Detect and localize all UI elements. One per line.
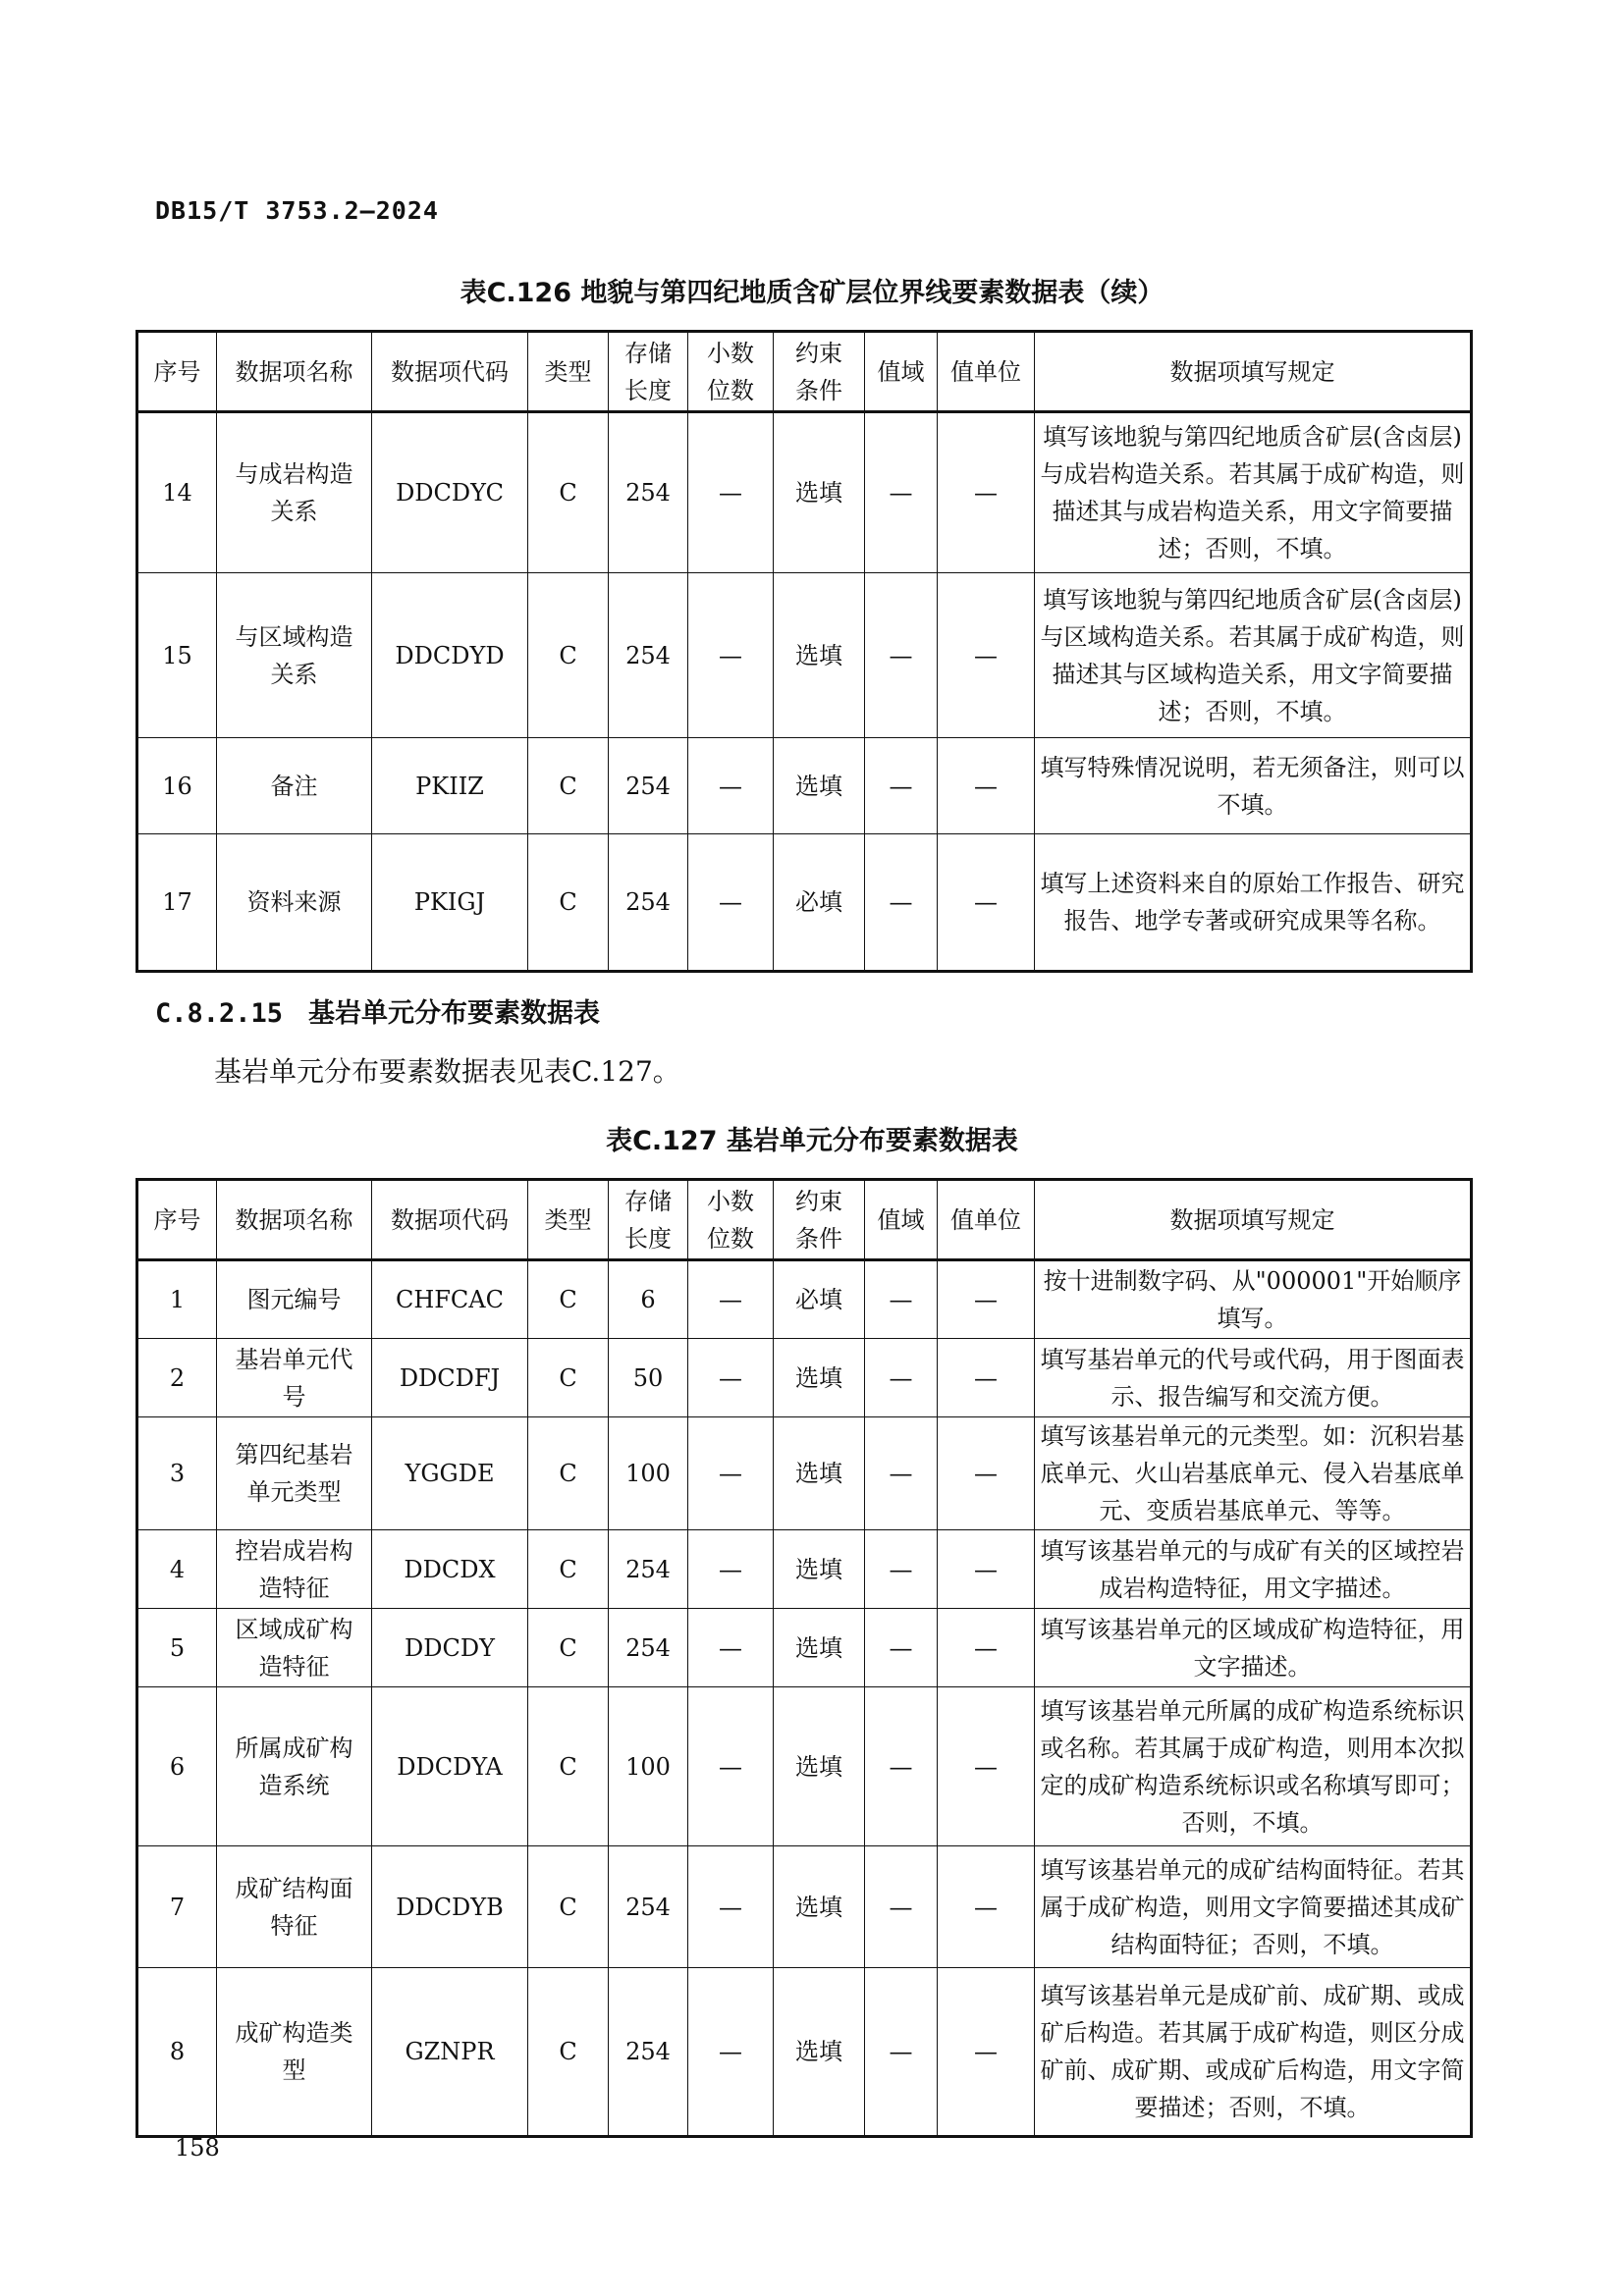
cell-item-name: 控岩成岩构 造特征 bbox=[217, 1530, 372, 1609]
column-header: 存储 长度 bbox=[609, 332, 688, 412]
cell-unit: — bbox=[938, 1530, 1035, 1609]
column-header: 数据项名称 bbox=[217, 332, 372, 412]
cell-rule: 按十进制数字码、从"000001"开始顺序填写。 bbox=[1035, 1260, 1472, 1339]
cell-decimals: — bbox=[688, 1339, 774, 1417]
cell-range: — bbox=[865, 1530, 938, 1609]
cell-decimals: — bbox=[688, 573, 774, 738]
cell-range: — bbox=[865, 1609, 938, 1687]
column-header: 类型 bbox=[528, 1180, 609, 1260]
cell-item-name: 成矿结构面 特征 bbox=[217, 1846, 372, 1968]
cell-item-name: 与成岩构造 关系 bbox=[217, 412, 372, 573]
cell-type: C bbox=[528, 1339, 609, 1417]
cell-item-code: PKIIZ bbox=[372, 738, 528, 834]
cell-length: 254 bbox=[609, 1846, 688, 1968]
cell-constraint: 选填 bbox=[774, 738, 865, 834]
column-header: 序号 bbox=[137, 332, 217, 412]
cell-length: 254 bbox=[609, 738, 688, 834]
cell-rule: 填写该基岩单元的区域成矿构造特征，用文字描述。 bbox=[1035, 1609, 1472, 1687]
cell-rule: 填写基岩单元的代号或代码，用于图面表示、报告编写和交流方便。 bbox=[1035, 1339, 1472, 1417]
cell-range: — bbox=[865, 1968, 938, 2137]
cell-unit: — bbox=[938, 1687, 1035, 1846]
table-row bbox=[137, 1530, 1472, 1609]
cell-item-code: DDCDX bbox=[372, 1530, 528, 1609]
cell-decimals: — bbox=[688, 1260, 774, 1339]
column-header: 数据项代码 bbox=[372, 1180, 528, 1260]
table-row bbox=[137, 573, 1472, 738]
cell-length: 254 bbox=[609, 573, 688, 738]
cell-item-name: 备注 bbox=[217, 738, 372, 834]
cell-length: 254 bbox=[609, 412, 688, 573]
cell-item-name: 基岩单元代 号 bbox=[217, 1339, 372, 1417]
cell-item-name: 资料来源 bbox=[217, 834, 372, 972]
cell-range: — bbox=[865, 834, 938, 972]
cell-serial: 1 bbox=[137, 1260, 217, 1339]
cell-item-code: DDCDYC bbox=[372, 412, 528, 573]
cell-length: 6 bbox=[609, 1260, 688, 1339]
cell-constraint: 选填 bbox=[774, 1968, 865, 2137]
cell-rule: 填写该基岩单元所属的成矿构造系统标识或名称。若其属于成矿构造，则用本次拟定的成矿构造系统标识或名称填写即可；否则，不填。 bbox=[1035, 1687, 1472, 1846]
cell-range: — bbox=[865, 573, 938, 738]
column-header: 值域 bbox=[865, 332, 938, 412]
cell-item-code: GZNPR bbox=[372, 1968, 528, 2137]
cell-unit: — bbox=[938, 1417, 1035, 1530]
table-row bbox=[137, 1846, 1472, 1968]
cell-decimals: — bbox=[688, 738, 774, 834]
cell-length: 100 bbox=[609, 1417, 688, 1530]
section-title: 基岩单元分布要素数据表 bbox=[308, 998, 601, 1029]
table-126 bbox=[135, 330, 1473, 973]
cell-decimals: — bbox=[688, 1609, 774, 1687]
cell-item-code: DDCDYB bbox=[372, 1846, 528, 1968]
cell-type: C bbox=[528, 1687, 609, 1846]
column-header: 约束 条件 bbox=[774, 1180, 865, 1260]
cell-serial: 15 bbox=[137, 573, 217, 738]
cell-item-name: 图元编号 bbox=[217, 1260, 372, 1339]
section-heading bbox=[155, 991, 600, 1030]
cell-type: C bbox=[528, 738, 609, 834]
cell-item-code: DDCDYD bbox=[372, 573, 528, 738]
cell-rule: 填写该基岩单元的与成矿有关的区域控岩成岩构造特征，用文字描述。 bbox=[1035, 1530, 1472, 1609]
cell-rule: 填写该地貌与第四纪地质含矿层(含卤层)与区域构造关系。若其属于成矿构造，则描述其与区域构造关系，用文字简要描述；否则，不填。 bbox=[1035, 573, 1472, 738]
cell-serial: 16 bbox=[137, 738, 217, 834]
column-header: 小数 位数 bbox=[688, 1180, 774, 1260]
column-header: 小数 位数 bbox=[688, 332, 774, 412]
table-row bbox=[137, 1687, 1472, 1846]
cell-length: 254 bbox=[609, 834, 688, 972]
cell-rule: 填写特殊情况说明，若无须备注，则可以不填。 bbox=[1035, 738, 1472, 834]
cell-constraint: 选填 bbox=[774, 573, 865, 738]
cell-length: 254 bbox=[609, 1968, 688, 2137]
column-header: 数据项填写规定 bbox=[1035, 1180, 1472, 1260]
cell-type: C bbox=[528, 834, 609, 972]
cell-serial: 17 bbox=[137, 834, 217, 972]
cell-rule: 填写该地貌与第四纪地质含矿层(含卤层)与成岩构造关系。若其属于成矿构造，则描述其与成岩构造关系，用文字简要描述；否则，不填。 bbox=[1035, 412, 1472, 573]
table-row bbox=[137, 1417, 1472, 1530]
table-row bbox=[137, 1339, 1472, 1417]
cell-item-code: YGGDE bbox=[372, 1417, 528, 1530]
cell-serial: 5 bbox=[137, 1609, 217, 1687]
cell-type: C bbox=[528, 1846, 609, 1968]
cell-serial: 4 bbox=[137, 1530, 217, 1609]
cell-decimals: — bbox=[688, 1846, 774, 1968]
cell-unit: — bbox=[938, 1609, 1035, 1687]
column-header: 类型 bbox=[528, 332, 609, 412]
cell-item-name: 第四纪基岩 单元类型 bbox=[217, 1417, 372, 1530]
cell-range: — bbox=[865, 1260, 938, 1339]
cell-range: — bbox=[865, 1417, 938, 1530]
cell-serial: 6 bbox=[137, 1687, 217, 1846]
cell-unit: — bbox=[938, 738, 1035, 834]
cell-constraint: 选填 bbox=[774, 1609, 865, 1687]
cell-type: C bbox=[528, 1968, 609, 2137]
cell-rule: 填写上述资料来自的原始工作报告、研究报告、地学专著或研究成果等名称。 bbox=[1035, 834, 1472, 972]
cell-constraint: 选填 bbox=[774, 412, 865, 573]
cell-serial: 7 bbox=[137, 1846, 217, 1968]
cell-type: C bbox=[528, 1260, 609, 1339]
cell-decimals: — bbox=[688, 412, 774, 573]
cell-rule: 填写该基岩单元的元类型。如：沉积岩基底单元、火山岩基底单元、侵入岩基底单元、变质岩基底单元、等等。 bbox=[1035, 1417, 1472, 1530]
cell-item-name: 区域成矿构 造特征 bbox=[217, 1609, 372, 1687]
cell-item-code: PKIGJ bbox=[372, 834, 528, 972]
cell-unit: — bbox=[938, 1846, 1035, 1968]
column-header: 序号 bbox=[137, 1180, 217, 1260]
cell-range: — bbox=[865, 412, 938, 573]
cell-decimals: — bbox=[688, 1968, 774, 2137]
cell-serial: 2 bbox=[137, 1339, 217, 1417]
table-row bbox=[137, 738, 1472, 834]
cell-range: — bbox=[865, 1687, 938, 1846]
cell-constraint: 必填 bbox=[774, 834, 865, 972]
column-header: 数据项名称 bbox=[217, 1180, 372, 1260]
cell-unit: — bbox=[938, 412, 1035, 573]
table-row bbox=[137, 1968, 1472, 2137]
column-header: 存储 长度 bbox=[609, 1180, 688, 1260]
cell-constraint: 必填 bbox=[774, 1260, 865, 1339]
cell-length: 254 bbox=[609, 1530, 688, 1609]
document-code: DB15/T 3753.2—2024 bbox=[155, 196, 439, 225]
cell-length: 50 bbox=[609, 1339, 688, 1417]
column-header: 约束 条件 bbox=[774, 332, 865, 412]
cell-type: C bbox=[528, 1609, 609, 1687]
cell-serial: 3 bbox=[137, 1417, 217, 1530]
cell-unit: — bbox=[938, 573, 1035, 738]
cell-type: C bbox=[528, 573, 609, 738]
cell-item-name: 成矿构造类 型 bbox=[217, 1968, 372, 2137]
cell-serial: 14 bbox=[137, 412, 217, 573]
table-row bbox=[137, 1260, 1472, 1339]
section-body-text: 基岩单元分布要素数据表见表C.127。 bbox=[214, 1055, 680, 1088]
cell-range: — bbox=[865, 1339, 938, 1417]
cell-length: 254 bbox=[609, 1609, 688, 1687]
column-header: 值单位 bbox=[938, 332, 1035, 412]
cell-type: C bbox=[528, 412, 609, 573]
cell-range: — bbox=[865, 1846, 938, 1968]
cell-item-name: 与区域构造 关系 bbox=[217, 573, 372, 738]
cell-decimals: — bbox=[688, 1687, 774, 1846]
cell-type: C bbox=[528, 1417, 609, 1530]
column-header: 数据项代码 bbox=[372, 332, 528, 412]
cell-length: 100 bbox=[609, 1687, 688, 1846]
cell-decimals: — bbox=[688, 1417, 774, 1530]
table-row bbox=[137, 834, 1472, 972]
cell-item-code: DDCDFJ bbox=[372, 1339, 528, 1417]
column-header: 值单位 bbox=[938, 1180, 1035, 1260]
cell-rule: 填写该基岩单元的成矿结构面特征。若其属于成矿构造，则用文字简要描述其成矿结构面特征；否则，不填。 bbox=[1035, 1846, 1472, 1968]
table-126-title: 表C.126 地貌与第四纪地质含矿层位界线要素数据表（续） bbox=[460, 278, 1164, 308]
page-number: 158 bbox=[175, 2134, 220, 2162]
cell-constraint: 选填 bbox=[774, 1339, 865, 1417]
cell-constraint: 选填 bbox=[774, 1846, 865, 1968]
cell-item-code: DDCDY bbox=[372, 1609, 528, 1687]
column-header: 值域 bbox=[865, 1180, 938, 1260]
cell-range: — bbox=[865, 738, 938, 834]
cell-unit: — bbox=[938, 1339, 1035, 1417]
cell-type: C bbox=[528, 1530, 609, 1609]
cell-constraint: 选填 bbox=[774, 1417, 865, 1530]
cell-rule: 填写该基岩单元是成矿前、成矿期、或成矿后构造。若其属于成矿构造，则区分成矿前、成矿期、或成矿后构造，用文字简要描述；否则，不填。 bbox=[1035, 1968, 1472, 2137]
cell-constraint: 选填 bbox=[774, 1530, 865, 1609]
column-header: 数据项填写规定 bbox=[1035, 332, 1472, 412]
section-number: C.8.2.15 bbox=[155, 998, 284, 1029]
cell-serial: 8 bbox=[137, 1968, 217, 2137]
table-row bbox=[137, 412, 1472, 573]
cell-unit: — bbox=[938, 1260, 1035, 1339]
cell-decimals: — bbox=[688, 1530, 774, 1609]
table-127 bbox=[135, 1178, 1473, 2138]
table-127-title: 表C.127 基岩单元分布要素数据表 bbox=[606, 1126, 1018, 1156]
cell-decimals: — bbox=[688, 834, 774, 972]
cell-constraint: 选填 bbox=[774, 1687, 865, 1846]
cell-unit: — bbox=[938, 834, 1035, 972]
table-row bbox=[137, 1609, 1472, 1687]
cell-unit: — bbox=[938, 1968, 1035, 2137]
cell-item-code: CHFCAC bbox=[372, 1260, 528, 1339]
cell-item-code: DDCDYA bbox=[372, 1687, 528, 1846]
cell-item-name: 所属成矿构 造系统 bbox=[217, 1687, 372, 1846]
